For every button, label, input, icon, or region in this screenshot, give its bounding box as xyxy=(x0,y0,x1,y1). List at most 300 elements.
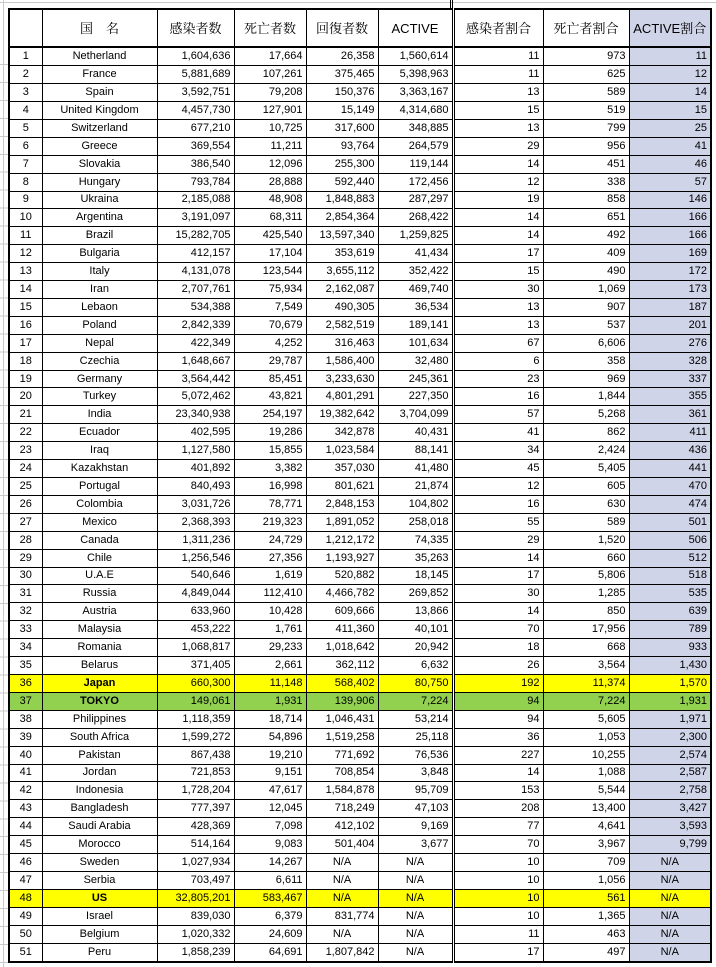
cell-deaths[interactable]: 64,691 xyxy=(234,943,306,962)
cell-active[interactable]: N/A xyxy=(378,889,453,907)
cell-country[interactable]: Italy xyxy=(42,263,157,281)
cell-active-ratio[interactable]: 2,758 xyxy=(629,782,711,800)
header-infected[interactable]: 感染者数 xyxy=(157,9,234,47)
cell-country[interactable]: Turkey xyxy=(42,388,157,406)
cell-deaths[interactable]: 219,323 xyxy=(234,513,306,531)
cell-recovered[interactable]: 718,249 xyxy=(306,800,378,818)
cell-death-ratio[interactable]: 799 xyxy=(543,119,629,137)
cell-country[interactable]: Belgium xyxy=(42,925,157,943)
cell-active[interactable]: 352,422 xyxy=(378,263,453,281)
cell-active[interactable]: 25,118 xyxy=(378,728,453,746)
cell-active[interactable]: 88,141 xyxy=(378,442,453,460)
cell-country[interactable]: Argentina xyxy=(42,209,157,227)
cell-death-ratio[interactable]: 409 xyxy=(543,245,629,263)
cell-infected-ratio[interactable]: 15 xyxy=(453,101,543,119)
cell-active[interactable]: 41,480 xyxy=(378,460,453,478)
cell-rank[interactable]: 35 xyxy=(9,657,42,675)
cell-death-ratio[interactable]: 519 xyxy=(543,101,629,119)
cell-death-ratio[interactable]: 1,844 xyxy=(543,388,629,406)
cell-death-ratio[interactable]: 537 xyxy=(543,316,629,334)
cell-death-ratio[interactable]: 5,544 xyxy=(543,782,629,800)
cell-active[interactable]: 5,398,963 xyxy=(378,66,453,84)
cell-rank[interactable]: 20 xyxy=(9,388,42,406)
cell-country[interactable]: Hungary xyxy=(42,173,157,191)
cell-death-ratio[interactable]: 6,606 xyxy=(543,334,629,352)
cell-recovered[interactable]: 2,582,519 xyxy=(306,316,378,334)
cell-deaths[interactable]: 583,467 xyxy=(234,889,306,907)
cell-country[interactable]: Kazakhstan xyxy=(42,460,157,478)
cell-active-ratio[interactable]: 1,931 xyxy=(629,692,711,710)
cell-active[interactable]: 18,145 xyxy=(378,567,453,585)
cell-death-ratio[interactable]: 605 xyxy=(543,478,629,496)
cell-infected-ratio[interactable]: 14 xyxy=(453,155,543,173)
cell-infected[interactable]: 1,599,272 xyxy=(157,728,234,746)
cell-infected[interactable]: 1,020,332 xyxy=(157,925,234,943)
cell-deaths[interactable]: 24,729 xyxy=(234,531,306,549)
cell-active-ratio[interactable]: 355 xyxy=(629,388,711,406)
cell-infected[interactable]: 428,369 xyxy=(157,818,234,836)
cell-deaths[interactable]: 78,771 xyxy=(234,495,306,513)
cell-deaths[interactable]: 24,609 xyxy=(234,925,306,943)
cell-death-ratio[interactable]: 1,053 xyxy=(543,728,629,746)
cell-deaths[interactable]: 6,611 xyxy=(234,871,306,889)
cell-recovered[interactable]: 353,619 xyxy=(306,245,378,263)
cell-deaths[interactable]: 12,096 xyxy=(234,155,306,173)
cell-active-ratio[interactable]: 337 xyxy=(629,370,711,388)
cell-recovered[interactable]: N/A xyxy=(306,925,378,943)
cell-infected-ratio[interactable]: 57 xyxy=(453,406,543,424)
cell-deaths[interactable]: 2,661 xyxy=(234,657,306,675)
cell-deaths[interactable]: 14,267 xyxy=(234,854,306,872)
cell-infected[interactable]: 540,646 xyxy=(157,567,234,585)
cell-country[interactable]: Bangladesh xyxy=(42,800,157,818)
cell-death-ratio[interactable]: 5,268 xyxy=(543,406,629,424)
cell-deaths[interactable]: 17,104 xyxy=(234,245,306,263)
cell-rank[interactable]: 5 xyxy=(9,119,42,137)
cell-country[interactable]: Morocco xyxy=(42,836,157,854)
cell-infected[interactable]: 369,554 xyxy=(157,137,234,155)
cell-country[interactable]: Malaysia xyxy=(42,621,157,639)
cell-recovered[interactable]: 26,358 xyxy=(306,47,378,66)
cell-active[interactable]: 74,335 xyxy=(378,531,453,549)
cell-country[interactable]: Saudi Arabia xyxy=(42,818,157,836)
cell-infected-ratio[interactable]: 41 xyxy=(453,424,543,442)
cell-deaths[interactable]: 9,151 xyxy=(234,764,306,782)
cell-active-ratio[interactable]: 639 xyxy=(629,603,711,621)
cell-death-ratio[interactable]: 492 xyxy=(543,227,629,245)
cell-rank[interactable]: 10 xyxy=(9,209,42,227)
cell-deaths[interactable]: 123,544 xyxy=(234,263,306,281)
cell-rank[interactable]: 43 xyxy=(9,800,42,818)
cell-country[interactable]: Russia xyxy=(42,585,157,603)
cell-recovered[interactable]: 2,854,364 xyxy=(306,209,378,227)
cell-country[interactable]: Peru xyxy=(42,943,157,962)
cell-rank[interactable]: 48 xyxy=(9,889,42,907)
cell-death-ratio[interactable]: 956 xyxy=(543,137,629,155)
cell-active[interactable]: N/A xyxy=(378,943,453,962)
cell-active[interactable]: N/A xyxy=(378,925,453,943)
cell-recovered[interactable]: 831,774 xyxy=(306,907,378,925)
cell-active-ratio[interactable]: N/A xyxy=(629,871,711,889)
cell-deaths[interactable]: 75,934 xyxy=(234,281,306,299)
cell-recovered[interactable]: 411,360 xyxy=(306,621,378,639)
cell-active[interactable]: 245,361 xyxy=(378,370,453,388)
cell-active-ratio[interactable]: 518 xyxy=(629,567,711,585)
cell-death-ratio[interactable]: 907 xyxy=(543,298,629,316)
cell-death-ratio[interactable]: 13,400 xyxy=(543,800,629,818)
cell-recovered[interactable]: 490,305 xyxy=(306,298,378,316)
cell-active-ratio[interactable]: 276 xyxy=(629,334,711,352)
cell-deaths[interactable]: 6,379 xyxy=(234,907,306,925)
cell-death-ratio[interactable]: 3,564 xyxy=(543,657,629,675)
cell-deaths[interactable]: 12,045 xyxy=(234,800,306,818)
cell-death-ratio[interactable]: 5,405 xyxy=(543,460,629,478)
cell-infected[interactable]: 453,222 xyxy=(157,621,234,639)
cell-death-ratio[interactable]: 1,069 xyxy=(543,281,629,299)
cell-active-ratio[interactable]: 1,430 xyxy=(629,657,711,675)
cell-rank[interactable]: 38 xyxy=(9,710,42,728)
cell-infected-ratio[interactable]: 77 xyxy=(453,818,543,836)
cell-active[interactable]: 95,709 xyxy=(378,782,453,800)
cell-rank[interactable]: 23 xyxy=(9,442,42,460)
cell-deaths[interactable]: 28,888 xyxy=(234,173,306,191)
cell-recovered[interactable]: 412,102 xyxy=(306,818,378,836)
cell-recovered[interactable]: 708,854 xyxy=(306,764,378,782)
cell-deaths[interactable]: 4,252 xyxy=(234,334,306,352)
cell-infected[interactable]: 1,728,204 xyxy=(157,782,234,800)
cell-infected[interactable]: 386,540 xyxy=(157,155,234,173)
cell-deaths[interactable]: 254,197 xyxy=(234,406,306,424)
cell-active[interactable]: 36,534 xyxy=(378,298,453,316)
cell-rank[interactable]: 2 xyxy=(9,66,42,84)
cell-rank[interactable]: 47 xyxy=(9,871,42,889)
cell-recovered[interactable]: 316,463 xyxy=(306,334,378,352)
cell-death-ratio[interactable]: 850 xyxy=(543,603,629,621)
cell-infected[interactable]: 1,648,667 xyxy=(157,352,234,370)
cell-infected-ratio[interactable]: 16 xyxy=(453,388,543,406)
cell-infected[interactable]: 703,497 xyxy=(157,871,234,889)
cell-death-ratio[interactable]: 1,285 xyxy=(543,585,629,603)
cell-recovered[interactable]: 15,149 xyxy=(306,101,378,119)
cell-country[interactable]: Iraq xyxy=(42,442,157,460)
cell-infected[interactable]: 15,282,705 xyxy=(157,227,234,245)
cell-active[interactable]: 268,422 xyxy=(378,209,453,227)
cell-death-ratio[interactable]: 10,255 xyxy=(543,746,629,764)
cell-active-ratio[interactable]: 3,427 xyxy=(629,800,711,818)
cell-infected-ratio[interactable]: 6 xyxy=(453,352,543,370)
cell-recovered[interactable]: 1,519,258 xyxy=(306,728,378,746)
header-country[interactable]: 国 名 xyxy=(42,9,157,47)
cell-deaths[interactable]: 16,998 xyxy=(234,478,306,496)
cell-infected[interactable]: 4,849,044 xyxy=(157,585,234,603)
cell-active[interactable]: 80,750 xyxy=(378,674,453,692)
cell-infected-ratio[interactable]: 45 xyxy=(453,460,543,478)
cell-country[interactable]: Netherland xyxy=(42,47,157,66)
cell-recovered[interactable]: 801,621 xyxy=(306,478,378,496)
cell-rank[interactable]: 45 xyxy=(9,836,42,854)
cell-recovered[interactable]: 1,584,878 xyxy=(306,782,378,800)
cell-infected[interactable]: 677,210 xyxy=(157,119,234,137)
cell-recovered[interactable]: 375,465 xyxy=(306,66,378,84)
cell-country[interactable]: Czechia xyxy=(42,352,157,370)
cell-death-ratio[interactable]: 3,967 xyxy=(543,836,629,854)
cell-infected-ratio[interactable]: 10 xyxy=(453,854,543,872)
cell-infected-ratio[interactable]: 70 xyxy=(453,836,543,854)
cell-recovered[interactable]: 520,882 xyxy=(306,567,378,585)
cell-active-ratio[interactable]: 2,587 xyxy=(629,764,711,782)
cell-deaths[interactable]: 107,261 xyxy=(234,66,306,84)
cell-recovered[interactable]: 771,692 xyxy=(306,746,378,764)
cell-recovered[interactable]: N/A xyxy=(306,871,378,889)
cell-infected-ratio[interactable]: 36 xyxy=(453,728,543,746)
cell-recovered[interactable]: 13,597,340 xyxy=(306,227,378,245)
cell-active-ratio[interactable]: 9,799 xyxy=(629,836,711,854)
cell-infected[interactable]: 412,157 xyxy=(157,245,234,263)
cell-active-ratio[interactable]: 187 xyxy=(629,298,711,316)
cell-death-ratio[interactable]: 668 xyxy=(543,639,629,657)
cell-recovered[interactable]: 255,300 xyxy=(306,155,378,173)
cell-rank[interactable]: 18 xyxy=(9,352,42,370)
cell-death-ratio[interactable]: 969 xyxy=(543,370,629,388)
cell-recovered[interactable]: 2,162,087 xyxy=(306,281,378,299)
cell-country[interactable]: Portugal xyxy=(42,478,157,496)
cell-infected-ratio[interactable]: 29 xyxy=(453,137,543,155)
cell-infected-ratio[interactable]: 34 xyxy=(453,442,543,460)
cell-death-ratio[interactable]: 1,520 xyxy=(543,531,629,549)
cell-active-ratio[interactable]: 1,971 xyxy=(629,710,711,728)
cell-country[interactable]: Canada xyxy=(42,531,157,549)
cell-infected[interactable]: 1,118,359 xyxy=(157,710,234,728)
cell-active-ratio[interactable]: 41 xyxy=(629,137,711,155)
cell-infected[interactable]: 1,068,817 xyxy=(157,639,234,657)
cell-recovered[interactable]: 1,891,052 xyxy=(306,513,378,531)
cell-country[interactable]: Brazil xyxy=(42,227,157,245)
cell-infected-ratio[interactable]: 17 xyxy=(453,943,543,962)
cell-country[interactable]: Philippines xyxy=(42,710,157,728)
cell-active-ratio[interactable]: 46 xyxy=(629,155,711,173)
cell-death-ratio[interactable]: 1,365 xyxy=(543,907,629,925)
cell-active[interactable]: 41,434 xyxy=(378,245,453,263)
cell-country[interactable]: Austria xyxy=(42,603,157,621)
header-recovered[interactable]: 回復者数 xyxy=(306,9,378,47)
cell-infected-ratio[interactable]: 13 xyxy=(453,316,543,334)
cell-rank[interactable]: 14 xyxy=(9,281,42,299)
cell-country[interactable]: Nepal xyxy=(42,334,157,352)
cell-deaths[interactable]: 43,821 xyxy=(234,388,306,406)
cell-deaths[interactable]: 27,356 xyxy=(234,549,306,567)
cell-infected[interactable]: 371,405 xyxy=(157,657,234,675)
cell-active[interactable]: 21,874 xyxy=(378,478,453,496)
cell-infected-ratio[interactable]: 18 xyxy=(453,639,543,657)
cell-active[interactable]: 9,169 xyxy=(378,818,453,836)
cell-active-ratio[interactable]: 328 xyxy=(629,352,711,370)
cell-rank[interactable]: 9 xyxy=(9,191,42,209)
cell-infected[interactable]: 3,592,751 xyxy=(157,84,234,102)
cell-infected[interactable]: 1,127,580 xyxy=(157,442,234,460)
cell-death-ratio[interactable]: 630 xyxy=(543,495,629,513)
cell-recovered[interactable]: 93,764 xyxy=(306,137,378,155)
cell-death-ratio[interactable]: 709 xyxy=(543,854,629,872)
cell-active[interactable]: 40,101 xyxy=(378,621,453,639)
cell-country[interactable]: US xyxy=(42,889,157,907)
cell-active[interactable]: 101,634 xyxy=(378,334,453,352)
cell-infected[interactable]: 840,493 xyxy=(157,478,234,496)
cell-infected[interactable]: 2,707,761 xyxy=(157,281,234,299)
cell-active[interactable]: 4,314,680 xyxy=(378,101,453,119)
cell-death-ratio[interactable]: 1,088 xyxy=(543,764,629,782)
cell-recovered[interactable]: 139,906 xyxy=(306,692,378,710)
cell-rank[interactable]: 26 xyxy=(9,495,42,513)
cell-deaths[interactable]: 11,148 xyxy=(234,674,306,692)
cell-infected-ratio[interactable]: 192 xyxy=(453,674,543,692)
cell-country[interactable]: France xyxy=(42,66,157,84)
cell-death-ratio[interactable]: 589 xyxy=(543,84,629,102)
cell-infected-ratio[interactable]: 13 xyxy=(453,119,543,137)
cell-active[interactable]: 7,224 xyxy=(378,692,453,710)
cell-death-ratio[interactable]: 862 xyxy=(543,424,629,442)
cell-active-ratio[interactable]: N/A xyxy=(629,854,711,872)
cell-infected-ratio[interactable]: 94 xyxy=(453,710,543,728)
cell-infected[interactable]: 514,164 xyxy=(157,836,234,854)
cell-active[interactable]: 104,802 xyxy=(378,495,453,513)
cell-infected[interactable]: 401,892 xyxy=(157,460,234,478)
cell-active-ratio[interactable]: 3,593 xyxy=(629,818,711,836)
cell-active[interactable]: 6,632 xyxy=(378,657,453,675)
cell-country[interactable]: TOKYO xyxy=(42,692,157,710)
cell-rank[interactable]: 19 xyxy=(9,370,42,388)
cell-active-ratio[interactable]: 57 xyxy=(629,173,711,191)
cell-deaths[interactable]: 10,725 xyxy=(234,119,306,137)
cell-active[interactable]: 3,848 xyxy=(378,764,453,782)
cell-recovered[interactable]: 3,655,112 xyxy=(306,263,378,281)
cell-country[interactable]: Indonesia xyxy=(42,782,157,800)
cell-rank[interactable]: 7 xyxy=(9,155,42,173)
cell-recovered[interactable]: 1,212,172 xyxy=(306,531,378,549)
cell-rank[interactable]: 27 xyxy=(9,513,42,531)
cell-infected[interactable]: 534,388 xyxy=(157,298,234,316)
cell-death-ratio[interactable]: 4,641 xyxy=(543,818,629,836)
cell-deaths[interactable]: 7,549 xyxy=(234,298,306,316)
cell-deaths[interactable]: 47,617 xyxy=(234,782,306,800)
cell-recovered[interactable]: 1,848,883 xyxy=(306,191,378,209)
cell-active-ratio[interactable]: 2,300 xyxy=(629,728,711,746)
cell-deaths[interactable]: 425,540 xyxy=(234,227,306,245)
cell-country[interactable]: Slovakia xyxy=(42,155,157,173)
cell-rank[interactable]: 49 xyxy=(9,907,42,925)
cell-country[interactable]: U.A.E xyxy=(42,567,157,585)
cell-recovered[interactable]: 357,030 xyxy=(306,460,378,478)
cell-active-ratio[interactable]: 173 xyxy=(629,281,711,299)
cell-active[interactable]: 3,363,167 xyxy=(378,84,453,102)
cell-rank[interactable]: 25 xyxy=(9,478,42,496)
cell-active-ratio[interactable]: 1,570 xyxy=(629,674,711,692)
cell-death-ratio[interactable]: 497 xyxy=(543,943,629,962)
cell-infected[interactable]: 1,858,239 xyxy=(157,943,234,962)
cell-infected-ratio[interactable]: 26 xyxy=(453,657,543,675)
cell-country[interactable]: Lebaon xyxy=(42,298,157,316)
cell-infected-ratio[interactable]: 13 xyxy=(453,298,543,316)
cell-infected[interactable]: 4,457,730 xyxy=(157,101,234,119)
cell-rank[interactable]: 41 xyxy=(9,764,42,782)
cell-active-ratio[interactable]: 15 xyxy=(629,101,711,119)
cell-infected-ratio[interactable]: 30 xyxy=(453,585,543,603)
cell-rank[interactable]: 6 xyxy=(9,137,42,155)
cell-rank[interactable]: 51 xyxy=(9,943,42,962)
cell-country[interactable]: Poland xyxy=(42,316,157,334)
cell-recovered[interactable]: 1,193,927 xyxy=(306,549,378,567)
cell-active-ratio[interactable]: 512 xyxy=(629,549,711,567)
cell-active-ratio[interactable]: 146 xyxy=(629,191,711,209)
cell-infected[interactable]: 2,368,393 xyxy=(157,513,234,531)
cell-country[interactable]: Israel xyxy=(42,907,157,925)
cell-active[interactable]: 189,141 xyxy=(378,316,453,334)
cell-active[interactable]: 3,677 xyxy=(378,836,453,854)
cell-rank[interactable]: 1 xyxy=(9,47,42,66)
cell-active-ratio[interactable]: 166 xyxy=(629,227,711,245)
cell-rank[interactable]: 21 xyxy=(9,406,42,424)
cell-rank[interactable]: 12 xyxy=(9,245,42,263)
cell-infected[interactable]: 149,061 xyxy=(157,692,234,710)
cell-active[interactable]: 287,297 xyxy=(378,191,453,209)
cell-death-ratio[interactable]: 660 xyxy=(543,549,629,567)
cell-active[interactable]: 258,018 xyxy=(378,513,453,531)
cell-recovered[interactable]: 501,404 xyxy=(306,836,378,854)
cell-death-ratio[interactable]: 463 xyxy=(543,925,629,943)
cell-deaths[interactable]: 18,714 xyxy=(234,710,306,728)
cell-recovered[interactable]: N/A xyxy=(306,854,378,872)
cell-country[interactable]: India xyxy=(42,406,157,424)
cell-active[interactable]: 13,866 xyxy=(378,603,453,621)
cell-infected-ratio[interactable]: 14 xyxy=(453,603,543,621)
cell-active-ratio[interactable]: 172 xyxy=(629,263,711,281)
cell-infected-ratio[interactable]: 94 xyxy=(453,692,543,710)
cell-country[interactable]: Iran xyxy=(42,281,157,299)
cell-recovered[interactable]: 150,376 xyxy=(306,84,378,102)
cell-infected[interactable]: 2,185,088 xyxy=(157,191,234,209)
cell-active-ratio[interactable]: 436 xyxy=(629,442,711,460)
cell-deaths[interactable]: 29,787 xyxy=(234,352,306,370)
cell-active-ratio[interactable]: 789 xyxy=(629,621,711,639)
cell-active[interactable]: 32,480 xyxy=(378,352,453,370)
cell-death-ratio[interactable]: 338 xyxy=(543,173,629,191)
cell-infected-ratio[interactable]: 13 xyxy=(453,84,543,102)
cell-active-ratio[interactable]: 166 xyxy=(629,209,711,227)
cell-deaths[interactable]: 85,451 xyxy=(234,370,306,388)
header-infected-ratio[interactable]: 感染者割合 xyxy=(453,9,543,47)
cell-rank[interactable]: 46 xyxy=(9,854,42,872)
cell-active[interactable]: 35,263 xyxy=(378,549,453,567)
cell-deaths[interactable]: 112,410 xyxy=(234,585,306,603)
cell-recovered[interactable]: 4,801,291 xyxy=(306,388,378,406)
cell-active[interactable]: 172,456 xyxy=(378,173,453,191)
cell-infected-ratio[interactable]: 14 xyxy=(453,209,543,227)
cell-infected[interactable]: 3,191,097 xyxy=(157,209,234,227)
cell-infected[interactable]: 23,340,938 xyxy=(157,406,234,424)
cell-infected-ratio[interactable]: 153 xyxy=(453,782,543,800)
cell-infected[interactable]: 777,397 xyxy=(157,800,234,818)
cell-infected-ratio[interactable]: 10 xyxy=(453,907,543,925)
cell-death-ratio[interactable]: 490 xyxy=(543,263,629,281)
cell-active-ratio[interactable]: 25 xyxy=(629,119,711,137)
cell-infected-ratio[interactable]: 11 xyxy=(453,66,543,84)
cell-country[interactable]: United Kingdom xyxy=(42,101,157,119)
cell-active[interactable]: 53,214 xyxy=(378,710,453,728)
cell-infected[interactable]: 422,349 xyxy=(157,334,234,352)
cell-country[interactable]: Ecuador xyxy=(42,424,157,442)
cell-infected[interactable]: 1,256,546 xyxy=(157,549,234,567)
cell-rank[interactable]: 44 xyxy=(9,818,42,836)
cell-active-ratio[interactable]: 169 xyxy=(629,245,711,263)
